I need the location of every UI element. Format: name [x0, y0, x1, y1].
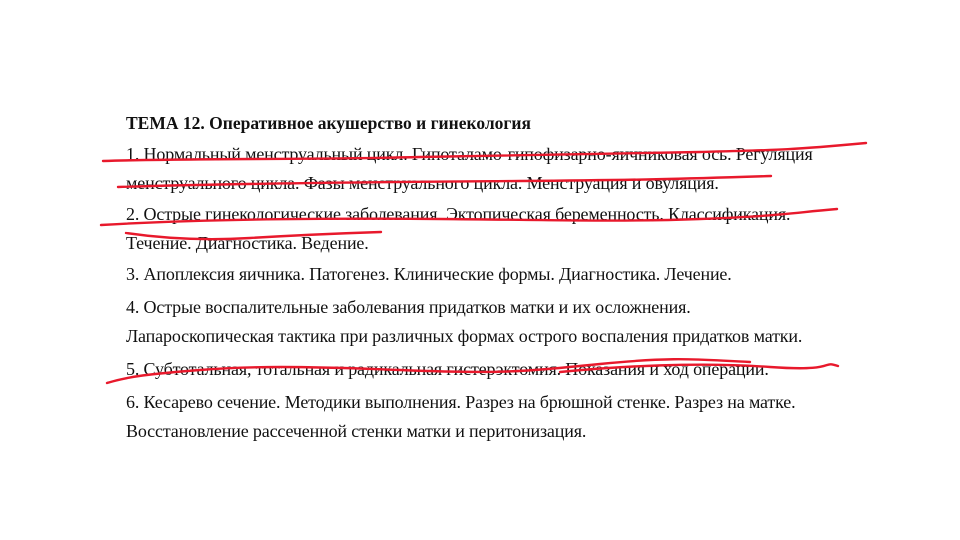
item-5-line-1: 5. Субтотальная, тотальная и радикальная гистерэктомия. Показания и ход операции. [126, 359, 769, 379]
topic-title: ТЕМА 12. Оперативное акушерство и гинекология [126, 113, 531, 133]
item-2-line-2: Течение. Диагностика. Ведение. [126, 233, 369, 253]
item-1-line-2: менструального цикла. Фазы менструального цикла. Менструация и овуляция. [126, 173, 719, 193]
item-1-line-1: 1. Нормальный менструальный цикл. Гипоталамо-гипофизарно-яичниковая ось. Регуляция [126, 144, 813, 164]
item-6-line-2: Восстановление рассеченной стенки матки и перитонизация. [126, 421, 587, 441]
item-4-line-1: 4. Острые воспалительные заболевания придатков матки и их осложнения. [126, 297, 691, 317]
item-4-line-2: Лапароскопическая тактика при различных формах острого воспаления придатков матки. [126, 326, 803, 346]
item-3-line-1: 3. Апоплексия яичника. Патогенез. Клинические формы. Диагностика. Лечение. [126, 264, 732, 284]
item-2-line-1: 2. Острые гинекологические заболевания. Эктопическая беременность. Классификация. [126, 204, 791, 224]
item-6-line-1: 6. Кесарево сечение. Методики выполнения. Разрез на брюшной стенке. Разрез на матке. [126, 392, 796, 412]
